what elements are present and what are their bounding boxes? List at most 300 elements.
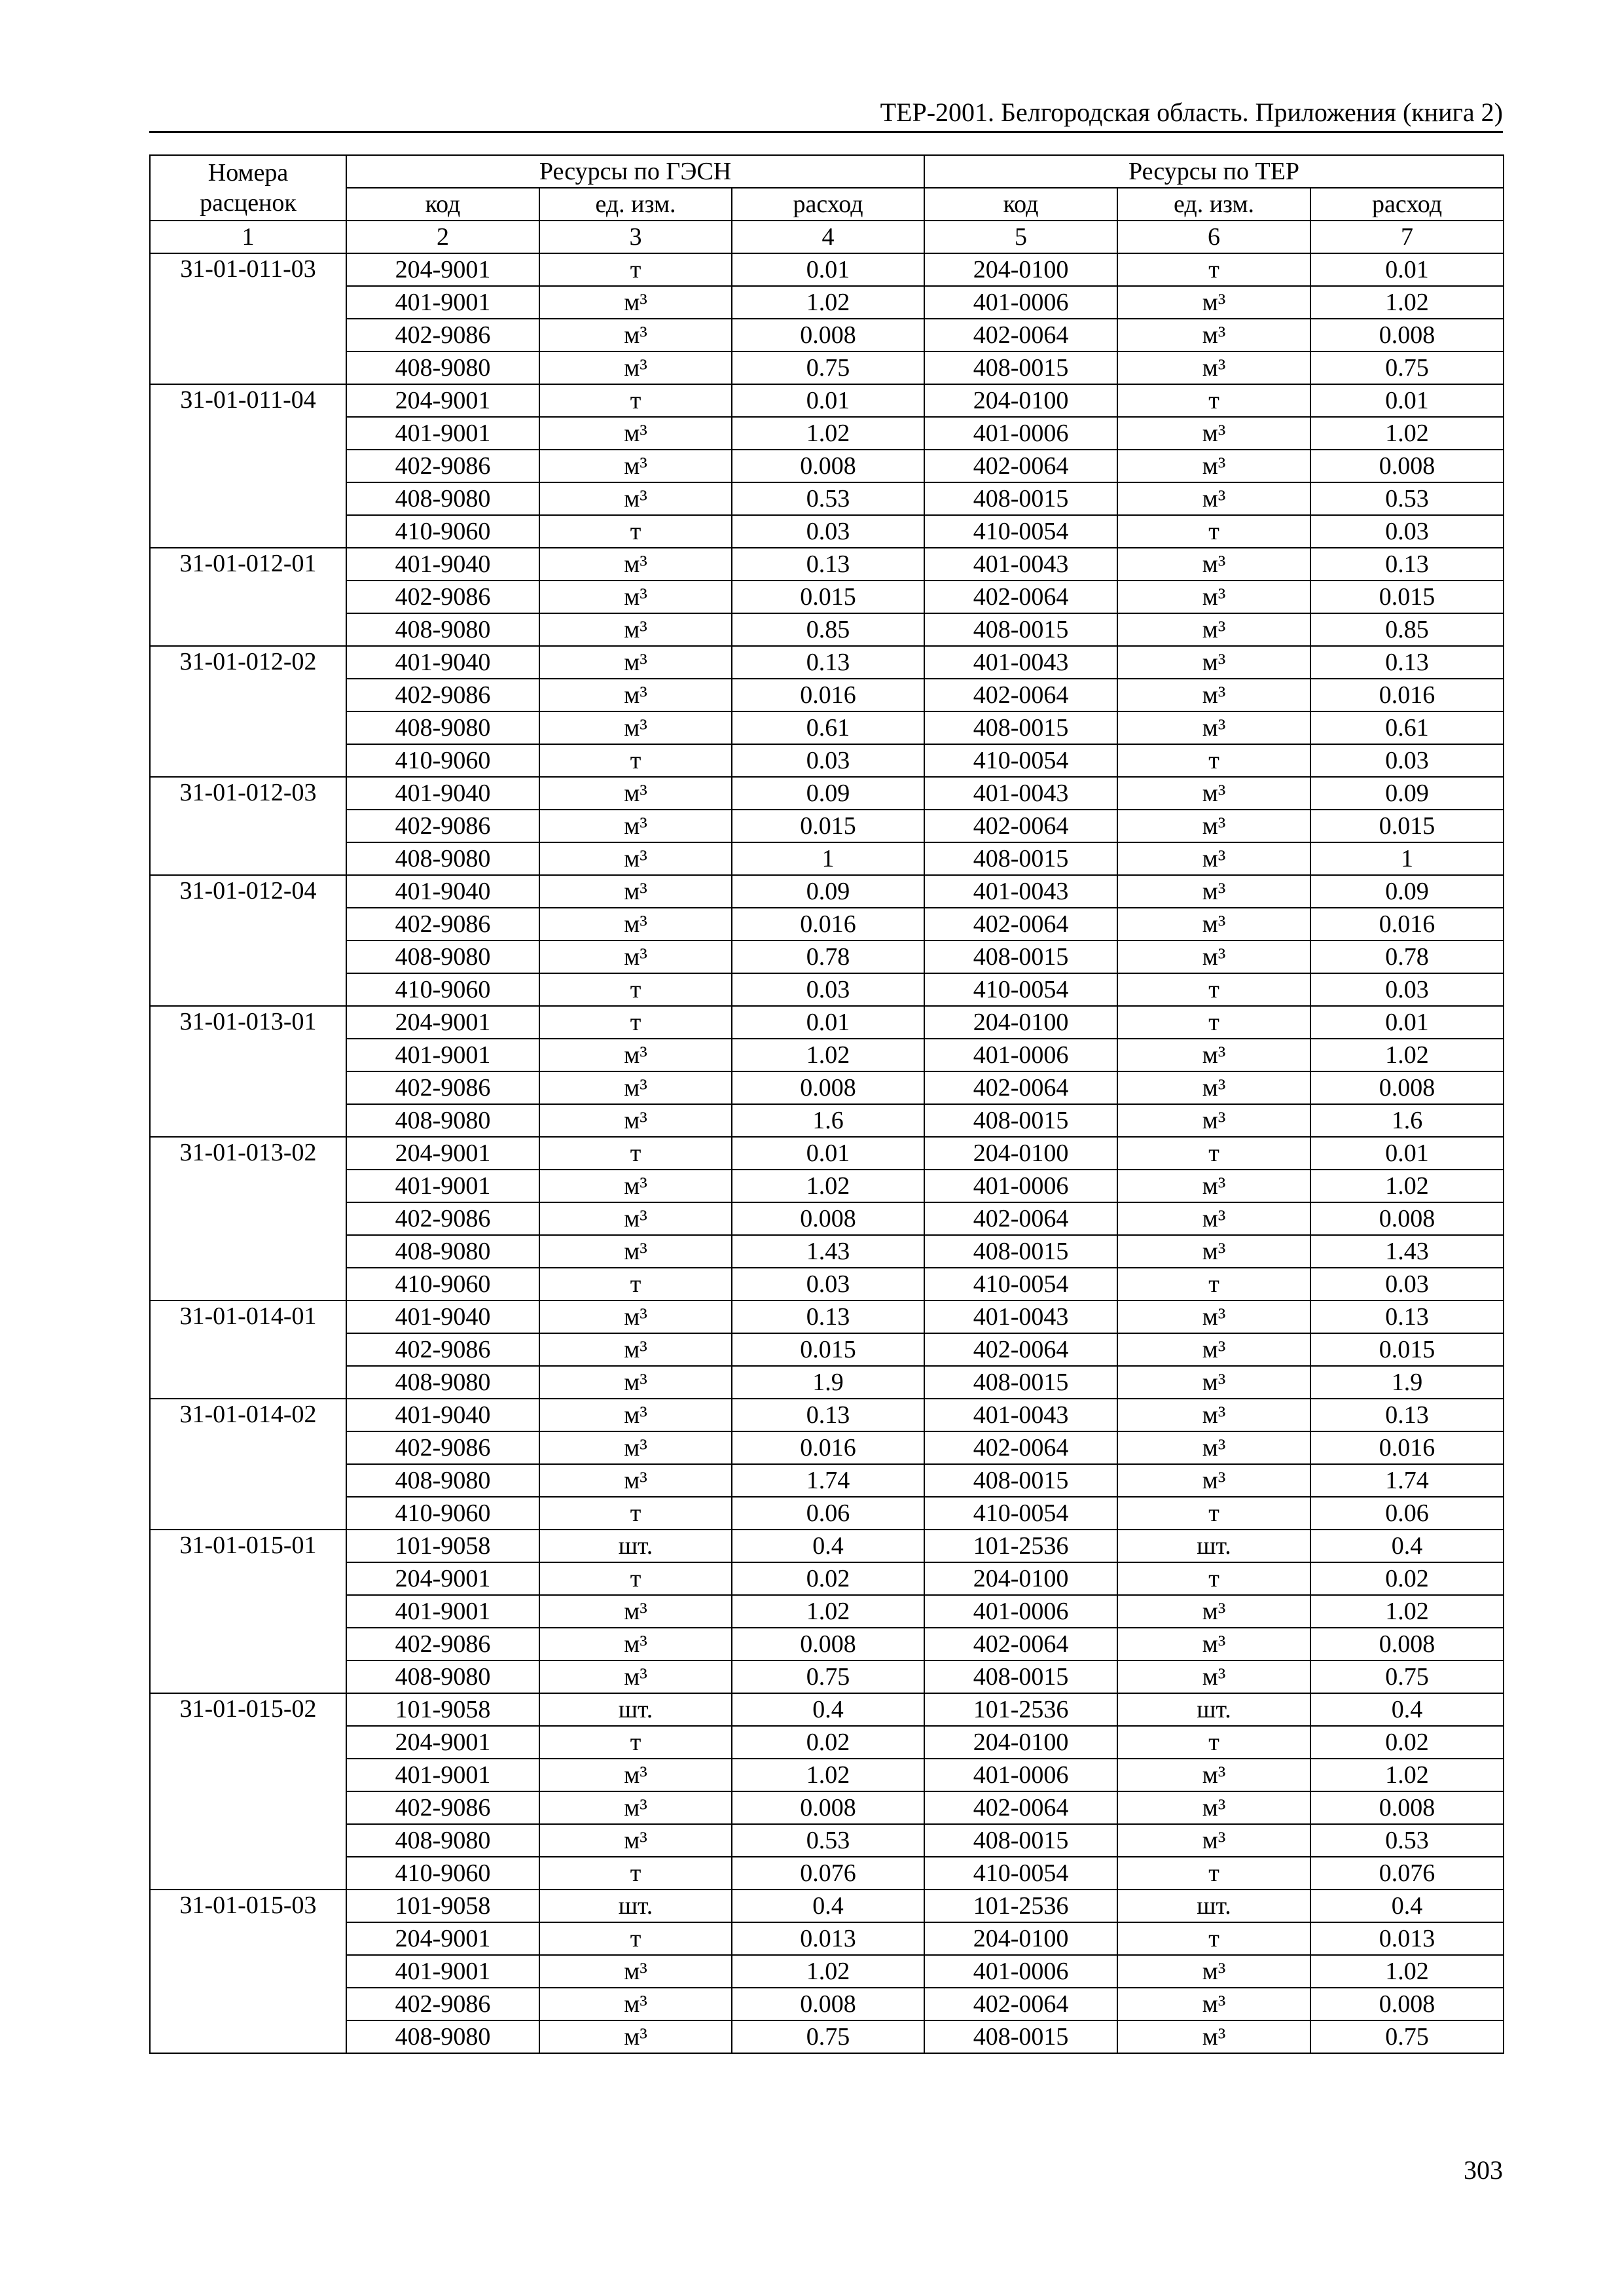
ter-unit-cell: шт. — [1117, 1890, 1310, 1922]
table-row — [150, 515, 1504, 548]
gesn-code-cell: 402-9086 — [346, 1431, 539, 1464]
ter-amount-cell: 1.02 — [1310, 286, 1504, 319]
table-row — [150, 1006, 1504, 1039]
ter-unit-cell: м³ — [1117, 417, 1310, 450]
ter-code-cell: 408-0015 — [924, 842, 1117, 875]
gesn-unit-cell: м³ — [539, 1431, 732, 1464]
gesn-amount-cell: 0.016 — [732, 1431, 924, 1464]
ter-unit-cell: м³ — [1117, 2020, 1310, 2053]
gesn-code-cell: 401-9040 — [346, 646, 539, 679]
ter-unit-cell: шт. — [1117, 1530, 1310, 1562]
gesn-unit-cell: м³ — [539, 679, 732, 711]
gesn-unit-cell: т — [539, 1497, 732, 1530]
ter-code-cell: 401-0043 — [924, 1399, 1117, 1431]
ter-amount-cell: 0.01 — [1310, 253, 1504, 286]
table-row — [150, 941, 1504, 973]
ter-unit-cell: м³ — [1117, 1759, 1310, 1791]
ter-code-cell: 401-0043 — [924, 1300, 1117, 1333]
ter-amount-cell: 1.02 — [1310, 1039, 1504, 1071]
gesn-amount-cell: 0.02 — [732, 1562, 924, 1595]
gesn-code-cell: 401-9001 — [346, 286, 539, 319]
ter-code-cell: 401-0006 — [924, 1170, 1117, 1202]
ter-code-cell: 101-2536 — [924, 1890, 1117, 1922]
gesn-amount-cell: 0.53 — [732, 482, 924, 515]
ter-unit-cell: т — [1117, 1137, 1310, 1170]
table-row — [150, 1857, 1504, 1890]
ter-amount-cell: 0.53 — [1310, 482, 1504, 515]
ter-unit-cell: м³ — [1117, 482, 1310, 515]
gesn-amount-cell: 0.008 — [732, 1988, 924, 2020]
gesn-amount-cell: 1.02 — [732, 1759, 924, 1791]
ter-unit-cell: м³ — [1117, 450, 1310, 482]
ter-amount-cell: 0.008 — [1310, 1628, 1504, 1660]
ter-amount-cell: 0.016 — [1310, 1431, 1504, 1464]
gesn-code-cell: 204-9001 — [346, 1562, 539, 1595]
ter-unit-cell: м³ — [1117, 1628, 1310, 1660]
table-row — [150, 810, 1504, 842]
gesn-amount-cell: 0.03 — [732, 515, 924, 548]
table-row — [150, 1660, 1504, 1693]
gesn-unit-cell: т — [539, 1726, 732, 1759]
gesn-amount-cell: 1.02 — [732, 286, 924, 319]
gesn-amount-cell: 1.74 — [732, 1464, 924, 1497]
col-header-gesn-code: код — [346, 188, 539, 221]
table-row — [150, 1988, 1504, 2020]
ter-code-cell: 402-0064 — [924, 1431, 1117, 1464]
table-row — [150, 417, 1504, 450]
gesn-amount-cell: 0.01 — [732, 384, 924, 417]
gesn-amount-cell: 1.02 — [732, 1039, 924, 1071]
ter-code-cell: 402-0064 — [924, 1202, 1117, 1235]
ter-amount-cell: 0.008 — [1310, 1791, 1504, 1824]
ter-code-cell: 401-0043 — [924, 875, 1117, 908]
page-number: 303 — [1464, 2155, 1503, 2185]
ter-amount-cell: 0.01 — [1310, 384, 1504, 417]
gesn-code-cell: 401-9040 — [346, 1399, 539, 1431]
gesn-code-cell: 408-9080 — [346, 1235, 539, 1268]
gesn-amount-cell: 1.02 — [732, 1955, 924, 1988]
gesn-code-cell: 408-9080 — [346, 711, 539, 744]
ter-amount-cell: 0.015 — [1310, 810, 1504, 842]
table-row — [150, 1104, 1504, 1137]
gesn-unit-cell: м³ — [539, 908, 732, 941]
gesn-code-cell: 401-9001 — [346, 1039, 539, 1071]
page-header-title: ТЕР-2001. Белгородская область. Приложения (книга 2) — [880, 98, 1503, 127]
gesn-code-cell: 408-9080 — [346, 613, 539, 646]
col-header-gesn-amount: расход — [732, 188, 924, 221]
table-row — [150, 1497, 1504, 1530]
table-row — [150, 1693, 1504, 1726]
gesn-unit-cell: м³ — [539, 1104, 732, 1137]
ter-code-cell: 401-0006 — [924, 1759, 1117, 1791]
ter-unit-cell: м³ — [1117, 1366, 1310, 1399]
gesn-amount-cell: 0.076 — [732, 1857, 924, 1890]
gesn-amount-cell: 0.013 — [732, 1922, 924, 1955]
ter-unit-cell: м³ — [1117, 1202, 1310, 1235]
ter-amount-cell: 1.43 — [1310, 1235, 1504, 1268]
gesn-unit-cell: м³ — [539, 286, 732, 319]
table-row — [150, 908, 1504, 941]
ter-code-cell: 204-0100 — [924, 253, 1117, 286]
gesn-amount-cell: 0.008 — [732, 450, 924, 482]
table-head — [150, 155, 1504, 253]
gesn-unit-cell: т — [539, 973, 732, 1006]
ter-amount-cell: 0.03 — [1310, 1268, 1504, 1300]
gesn-code-cell: 402-9086 — [346, 450, 539, 482]
gesn-code-cell: 402-9086 — [346, 1202, 539, 1235]
gesn-unit-cell: м³ — [539, 1366, 732, 1399]
gesn-amount-cell: 0.4 — [732, 1530, 924, 1562]
gesn-amount-cell: 0.09 — [732, 875, 924, 908]
gesn-amount-cell: 0.06 — [732, 1497, 924, 1530]
gesn-unit-cell: м³ — [539, 1039, 732, 1071]
table-row — [150, 711, 1504, 744]
ter-code-cell: 401-0043 — [924, 548, 1117, 581]
table-row — [150, 319, 1504, 351]
ter-unit-cell: т — [1117, 1268, 1310, 1300]
table-row — [150, 1595, 1504, 1628]
ter-unit-cell: т — [1117, 1497, 1310, 1530]
gesn-code-cell: 101-9058 — [346, 1530, 539, 1562]
norm-number-cell: 31-01-014-01 — [150, 1300, 346, 1399]
ter-amount-cell: 0.75 — [1310, 351, 1504, 384]
table-row — [150, 1759, 1504, 1791]
ter-amount-cell: 0.03 — [1310, 744, 1504, 777]
gesn-amount-cell: 0.13 — [732, 548, 924, 581]
gesn-code-cell: 402-9086 — [346, 1988, 539, 2020]
gesn-amount-cell: 0.53 — [732, 1824, 924, 1857]
gesn-amount-cell: 0.01 — [732, 1006, 924, 1039]
ter-unit-cell: м³ — [1117, 1104, 1310, 1137]
gesn-code-cell: 101-9058 — [346, 1693, 539, 1726]
ter-code-cell: 408-0015 — [924, 351, 1117, 384]
gesn-code-cell: 408-9080 — [346, 1824, 539, 1857]
table-body — [150, 253, 1504, 2053]
gesn-code-cell: 401-9001 — [346, 1170, 539, 1202]
gesn-unit-cell: м³ — [539, 711, 732, 744]
ter-unit-cell: т — [1117, 1006, 1310, 1039]
ter-unit-cell: м³ — [1117, 908, 1310, 941]
gesn-unit-cell: м³ — [539, 810, 732, 842]
ter-code-cell: 402-0064 — [924, 1333, 1117, 1366]
ter-code-cell: 402-0064 — [924, 1071, 1117, 1104]
table-row — [150, 253, 1504, 286]
norm-number-cell: 31-01-013-01 — [150, 1006, 346, 1137]
ter-amount-cell: 0.01 — [1310, 1137, 1504, 1170]
gesn-code-cell: 402-9086 — [346, 319, 539, 351]
norm-number-cell: 31-01-015-02 — [150, 1693, 346, 1890]
ter-unit-cell: м³ — [1117, 941, 1310, 973]
gesn-amount-cell: 0.008 — [732, 1071, 924, 1104]
ter-code-cell: 410-0054 — [924, 1268, 1117, 1300]
ter-amount-cell: 0.4 — [1310, 1890, 1504, 1922]
ter-amount-cell: 0.78 — [1310, 941, 1504, 973]
table-row — [150, 548, 1504, 581]
gesn-unit-cell: т — [539, 1857, 732, 1890]
ter-unit-cell: т — [1117, 1922, 1310, 1955]
table-row — [150, 646, 1504, 679]
gesn-unit-cell: м³ — [539, 1595, 732, 1628]
ter-unit-cell: т — [1117, 744, 1310, 777]
ter-unit-cell: м³ — [1117, 286, 1310, 319]
ter-code-cell: 402-0064 — [924, 1988, 1117, 2020]
gesn-code-cell: 204-9001 — [346, 1137, 539, 1170]
gesn-amount-cell: 0.13 — [732, 1300, 924, 1333]
ter-code-cell: 402-0064 — [924, 1791, 1117, 1824]
ter-code-cell: 101-2536 — [924, 1693, 1117, 1726]
ter-amount-cell: 0.75 — [1310, 2020, 1504, 2053]
ter-unit-cell: т — [1117, 384, 1310, 417]
norm-number-cell: 31-01-013-02 — [150, 1137, 346, 1300]
gesn-unit-cell: шт. — [539, 1530, 732, 1562]
gesn-code-cell: 204-9001 — [346, 1006, 539, 1039]
ter-unit-cell: м³ — [1117, 777, 1310, 810]
gesn-unit-cell: м³ — [539, 842, 732, 875]
ter-code-cell: 408-0015 — [924, 1104, 1117, 1137]
ter-amount-cell: 1.02 — [1310, 1759, 1504, 1791]
gesn-code-cell: 410-9060 — [346, 973, 539, 1006]
column-number: 4 — [732, 221, 924, 253]
ter-unit-cell: м³ — [1117, 711, 1310, 744]
gesn-unit-cell: м³ — [539, 1235, 732, 1268]
table-row — [150, 384, 1504, 417]
gesn-amount-cell: 1.9 — [732, 1366, 924, 1399]
gesn-code-cell: 402-9086 — [346, 1628, 539, 1660]
gesn-unit-cell: м³ — [539, 613, 732, 646]
ter-unit-cell: м³ — [1117, 319, 1310, 351]
gesn-amount-cell: 0.016 — [732, 908, 924, 941]
gesn-amount-cell: 0.85 — [732, 613, 924, 646]
ter-code-cell: 402-0064 — [924, 1628, 1117, 1660]
ter-unit-cell: м³ — [1117, 1791, 1310, 1824]
ter-amount-cell: 0.4 — [1310, 1530, 1504, 1562]
ter-unit-cell: м³ — [1117, 581, 1310, 613]
gesn-code-cell: 402-9086 — [346, 581, 539, 613]
ter-code-cell: 204-0100 — [924, 384, 1117, 417]
table-row — [150, 1791, 1504, 1824]
col-header-gesn: Ресурсы по ГЭСН — [346, 155, 924, 188]
ter-amount-cell: 1 — [1310, 842, 1504, 875]
gesn-unit-cell: м³ — [539, 1660, 732, 1693]
gesn-unit-cell: м³ — [539, 319, 732, 351]
ter-amount-cell: 0.4 — [1310, 1693, 1504, 1726]
col-header-gesn-unit: ед. изм. — [539, 188, 732, 221]
gesn-code-cell: 408-9080 — [346, 1464, 539, 1497]
gesn-code-cell: 402-9086 — [346, 908, 539, 941]
ter-amount-cell: 0.015 — [1310, 581, 1504, 613]
table-row — [150, 1137, 1504, 1170]
ter-unit-cell: м³ — [1117, 613, 1310, 646]
ter-amount-cell: 0.13 — [1310, 1300, 1504, 1333]
table-row — [150, 1300, 1504, 1333]
table-row — [150, 1922, 1504, 1955]
table-row — [150, 1268, 1504, 1300]
gesn-code-cell: 401-9001 — [346, 417, 539, 450]
gesn-code-cell: 408-9080 — [346, 2020, 539, 2053]
ter-unit-cell: м³ — [1117, 1300, 1310, 1333]
ter-unit-cell: т — [1117, 515, 1310, 548]
ter-amount-cell: 0.008 — [1310, 1988, 1504, 2020]
gesn-unit-cell: м³ — [539, 1955, 732, 1988]
norm-number-cell: 31-01-012-04 — [150, 875, 346, 1006]
table-row — [150, 1562, 1504, 1595]
gesn-unit-cell: т — [539, 1268, 732, 1300]
ter-code-cell: 408-0015 — [924, 1660, 1117, 1693]
table-row — [150, 1464, 1504, 1497]
gesn-amount-cell: 0.008 — [732, 1628, 924, 1660]
column-number: 2 — [346, 221, 539, 253]
norm-number-cell: 31-01-012-03 — [150, 777, 346, 875]
ter-amount-cell: 0.09 — [1310, 777, 1504, 810]
ter-code-cell: 401-0043 — [924, 777, 1117, 810]
gesn-unit-cell: м³ — [539, 1824, 732, 1857]
ter-amount-cell: 0.016 — [1310, 908, 1504, 941]
col-header-norm-numbers: Номера расценок — [150, 155, 346, 221]
gesn-code-cell: 410-9060 — [346, 744, 539, 777]
gesn-amount-cell: 0.01 — [732, 253, 924, 286]
ter-code-cell: 204-0100 — [924, 1726, 1117, 1759]
gesn-code-cell: 402-9086 — [346, 679, 539, 711]
gesn-unit-cell: м³ — [539, 1628, 732, 1660]
gesn-unit-cell: м³ — [539, 482, 732, 515]
gesn-amount-cell: 0.4 — [732, 1890, 924, 1922]
gesn-code-cell: 401-9040 — [346, 875, 539, 908]
gesn-unit-cell: т — [539, 515, 732, 548]
gesn-code-cell: 408-9080 — [346, 1104, 539, 1137]
gesn-unit-cell: т — [539, 1137, 732, 1170]
ter-unit-cell: м³ — [1117, 810, 1310, 842]
column-number: 5 — [924, 221, 1117, 253]
gesn-unit-cell: т — [539, 744, 732, 777]
gesn-amount-cell: 0.008 — [732, 1791, 924, 1824]
table-row — [150, 351, 1504, 384]
gesn-unit-cell: т — [539, 1562, 732, 1595]
gesn-unit-cell: м³ — [539, 1988, 732, 2020]
ter-code-cell: 401-0006 — [924, 1955, 1117, 1988]
table-row — [150, 679, 1504, 711]
ter-code-cell: 408-0015 — [924, 1366, 1117, 1399]
gesn-unit-cell: м³ — [539, 875, 732, 908]
gesn-code-cell: 410-9060 — [346, 1497, 539, 1530]
col-header-ter-unit: ед. изм. — [1117, 188, 1310, 221]
ter-code-cell: 410-0054 — [924, 1857, 1117, 1890]
column-number: 6 — [1117, 221, 1310, 253]
gesn-code-cell: 101-9058 — [346, 1890, 539, 1922]
ter-amount-cell: 1.02 — [1310, 1170, 1504, 1202]
ter-code-cell: 402-0064 — [924, 319, 1117, 351]
gesn-unit-cell: м³ — [539, 1071, 732, 1104]
ter-code-cell: 401-0043 — [924, 646, 1117, 679]
gesn-amount-cell: 1.02 — [732, 1595, 924, 1628]
ter-amount-cell: 0.016 — [1310, 679, 1504, 711]
gesn-unit-cell: т — [539, 253, 732, 286]
ter-code-cell: 408-0015 — [924, 1824, 1117, 1857]
gesn-code-cell: 402-9086 — [346, 810, 539, 842]
ter-amount-cell: 1.9 — [1310, 1366, 1504, 1399]
gesn-unit-cell: шт. — [539, 1693, 732, 1726]
ter-amount-cell: 0.09 — [1310, 875, 1504, 908]
ter-amount-cell: 0.06 — [1310, 1497, 1504, 1530]
ter-code-cell: 204-0100 — [924, 1922, 1117, 1955]
ter-code-cell: 402-0064 — [924, 908, 1117, 941]
header-rule — [149, 131, 1503, 133]
ter-unit-cell: м³ — [1117, 1399, 1310, 1431]
ter-amount-cell: 0.01 — [1310, 1006, 1504, 1039]
ter-unit-cell: м³ — [1117, 1039, 1310, 1071]
column-number: 7 — [1310, 221, 1504, 253]
gesn-amount-cell: 0.015 — [732, 1333, 924, 1366]
gesn-amount-cell: 1 — [732, 842, 924, 875]
ter-amount-cell: 0.02 — [1310, 1726, 1504, 1759]
gesn-code-cell: 401-9001 — [346, 1759, 539, 1791]
table-row — [150, 1071, 1504, 1104]
table-row — [150, 1333, 1504, 1366]
table-row — [150, 744, 1504, 777]
ter-amount-cell: 0.008 — [1310, 450, 1504, 482]
gesn-amount-cell: 0.09 — [732, 777, 924, 810]
ter-unit-cell: м³ — [1117, 1235, 1310, 1268]
gesn-unit-cell: м³ — [539, 417, 732, 450]
column-number: 1 — [150, 221, 346, 253]
ter-code-cell: 401-0006 — [924, 1039, 1117, 1071]
table-row — [150, 777, 1504, 810]
table-row — [150, 482, 1504, 515]
ter-amount-cell: 0.076 — [1310, 1857, 1504, 1890]
ter-amount-cell: 1.02 — [1310, 1595, 1504, 1628]
gesn-amount-cell: 0.008 — [732, 319, 924, 351]
table-row — [150, 1170, 1504, 1202]
table-row — [150, 450, 1504, 482]
ter-unit-cell: м³ — [1117, 842, 1310, 875]
gesn-unit-cell: м³ — [539, 1170, 732, 1202]
ter-unit-cell: т — [1117, 973, 1310, 1006]
gesn-amount-cell: 0.75 — [732, 2020, 924, 2053]
gesn-amount-cell: 1.02 — [732, 1170, 924, 1202]
table-row — [150, 1530, 1504, 1562]
col-header-ter: Ресурсы по ТЕР — [924, 155, 1504, 188]
table-row — [150, 613, 1504, 646]
ter-unit-cell: т — [1117, 1857, 1310, 1890]
gesn-unit-cell: м³ — [539, 548, 732, 581]
ter-amount-cell: 1.02 — [1310, 1955, 1504, 1988]
ter-amount-cell: 0.75 — [1310, 1660, 1504, 1693]
gesn-unit-cell: м³ — [539, 1300, 732, 1333]
gesn-unit-cell: м³ — [539, 351, 732, 384]
table-row — [150, 1366, 1504, 1399]
gesn-unit-cell: м³ — [539, 581, 732, 613]
table-row — [150, 1726, 1504, 1759]
gesn-amount-cell: 0.4 — [732, 1693, 924, 1726]
ter-code-cell: 402-0064 — [924, 450, 1117, 482]
gesn-amount-cell: 0.03 — [732, 1268, 924, 1300]
gesn-code-cell: 204-9001 — [346, 384, 539, 417]
ter-unit-cell: м³ — [1117, 1431, 1310, 1464]
gesn-code-cell: 408-9080 — [346, 842, 539, 875]
gesn-code-cell: 402-9086 — [346, 1071, 539, 1104]
ter-amount-cell: 0.015 — [1310, 1333, 1504, 1366]
ter-amount-cell: 0.008 — [1310, 319, 1504, 351]
ter-unit-cell: м³ — [1117, 351, 1310, 384]
ter-code-cell: 410-0054 — [924, 744, 1117, 777]
ter-code-cell: 204-0100 — [924, 1006, 1117, 1039]
ter-unit-cell: м³ — [1117, 1988, 1310, 2020]
ter-code-cell: 101-2536 — [924, 1530, 1117, 1562]
ter-code-cell: 408-0015 — [924, 613, 1117, 646]
ter-unit-cell: м³ — [1117, 548, 1310, 581]
ter-unit-cell: м³ — [1117, 1333, 1310, 1366]
gesn-code-cell: 408-9080 — [346, 941, 539, 973]
norm-number-cell: 31-01-011-03 — [150, 253, 346, 384]
